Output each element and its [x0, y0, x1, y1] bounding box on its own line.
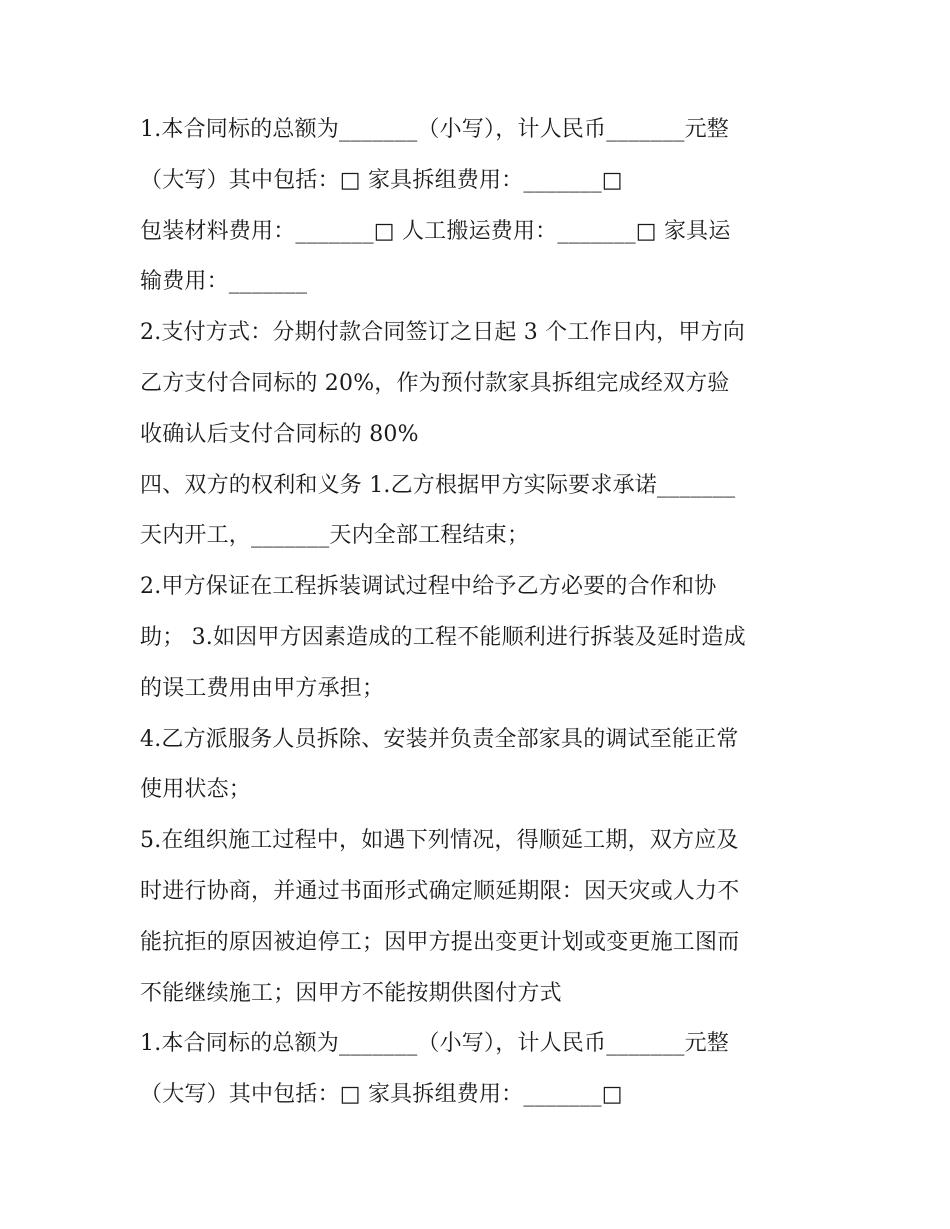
text-line: 能抗拒的原因被迫停工；因甲方提出变更计划或变更施工图而 [140, 929, 740, 955]
text-line: 2.甲方保证在工程拆装调试过程中给予乙方必要的合作和协 [140, 574, 717, 600]
text-line: 不能继续施工；因甲方不能按期供图付方式 [140, 980, 562, 1006]
text-line: 乙方支付合同标的 20%，作为预付款家具拆组完成经双方验 [140, 370, 730, 396]
text-line: 1.本合同标的总额为_______（小写），计人民币_______元整 [140, 1031, 729, 1057]
text-line: 四、双方的权利和义务 1.乙方根据甲方实际要求承诺_______ [140, 472, 736, 498]
text-line: （大写）其中包括：□ 家具拆组费用：_______□ [140, 167, 623, 193]
text-line: 天内开工，_______天内全部工程结束； [140, 523, 530, 549]
text-line: 收确认后支付合同标的 80% [140, 421, 419, 447]
text-line: （大写）其中包括：□ 家具拆组费用：_______□ [140, 1082, 623, 1108]
text-line: 1.本合同标的总额为_______（小写），计人民币_______元整 [140, 117, 729, 142]
text-line: 5.在组织施工过程中，如遇下列情况，得顺延工期，双方应及 [140, 828, 739, 854]
text-line: 输费用：_______ [140, 269, 308, 295]
text-line: 的误工费用由甲方承担； [140, 675, 385, 701]
text-line: 时进行协商，并通过书面形式确定顺延期限：因天灾或人力不 [140, 878, 740, 904]
contract-body [140, 105, 820, 1121]
text-line: 使用状态； [140, 777, 252, 803]
text-line: 助； 3.如因甲方因素造成的工程不能顺利进行拆装及延时造成 [140, 624, 746, 650]
text-line: 2.支付方式：分期付款合同签订之日起 3 个工作日内，甲方向 [140, 320, 745, 346]
text-line: 包装材料费用：_______□ 人工搬运费用：_______□ 家具运 [140, 218, 731, 244]
text-line: 4.乙方派服务人员拆除、安装并负责全部家具的调试至能正常 [140, 726, 739, 752]
